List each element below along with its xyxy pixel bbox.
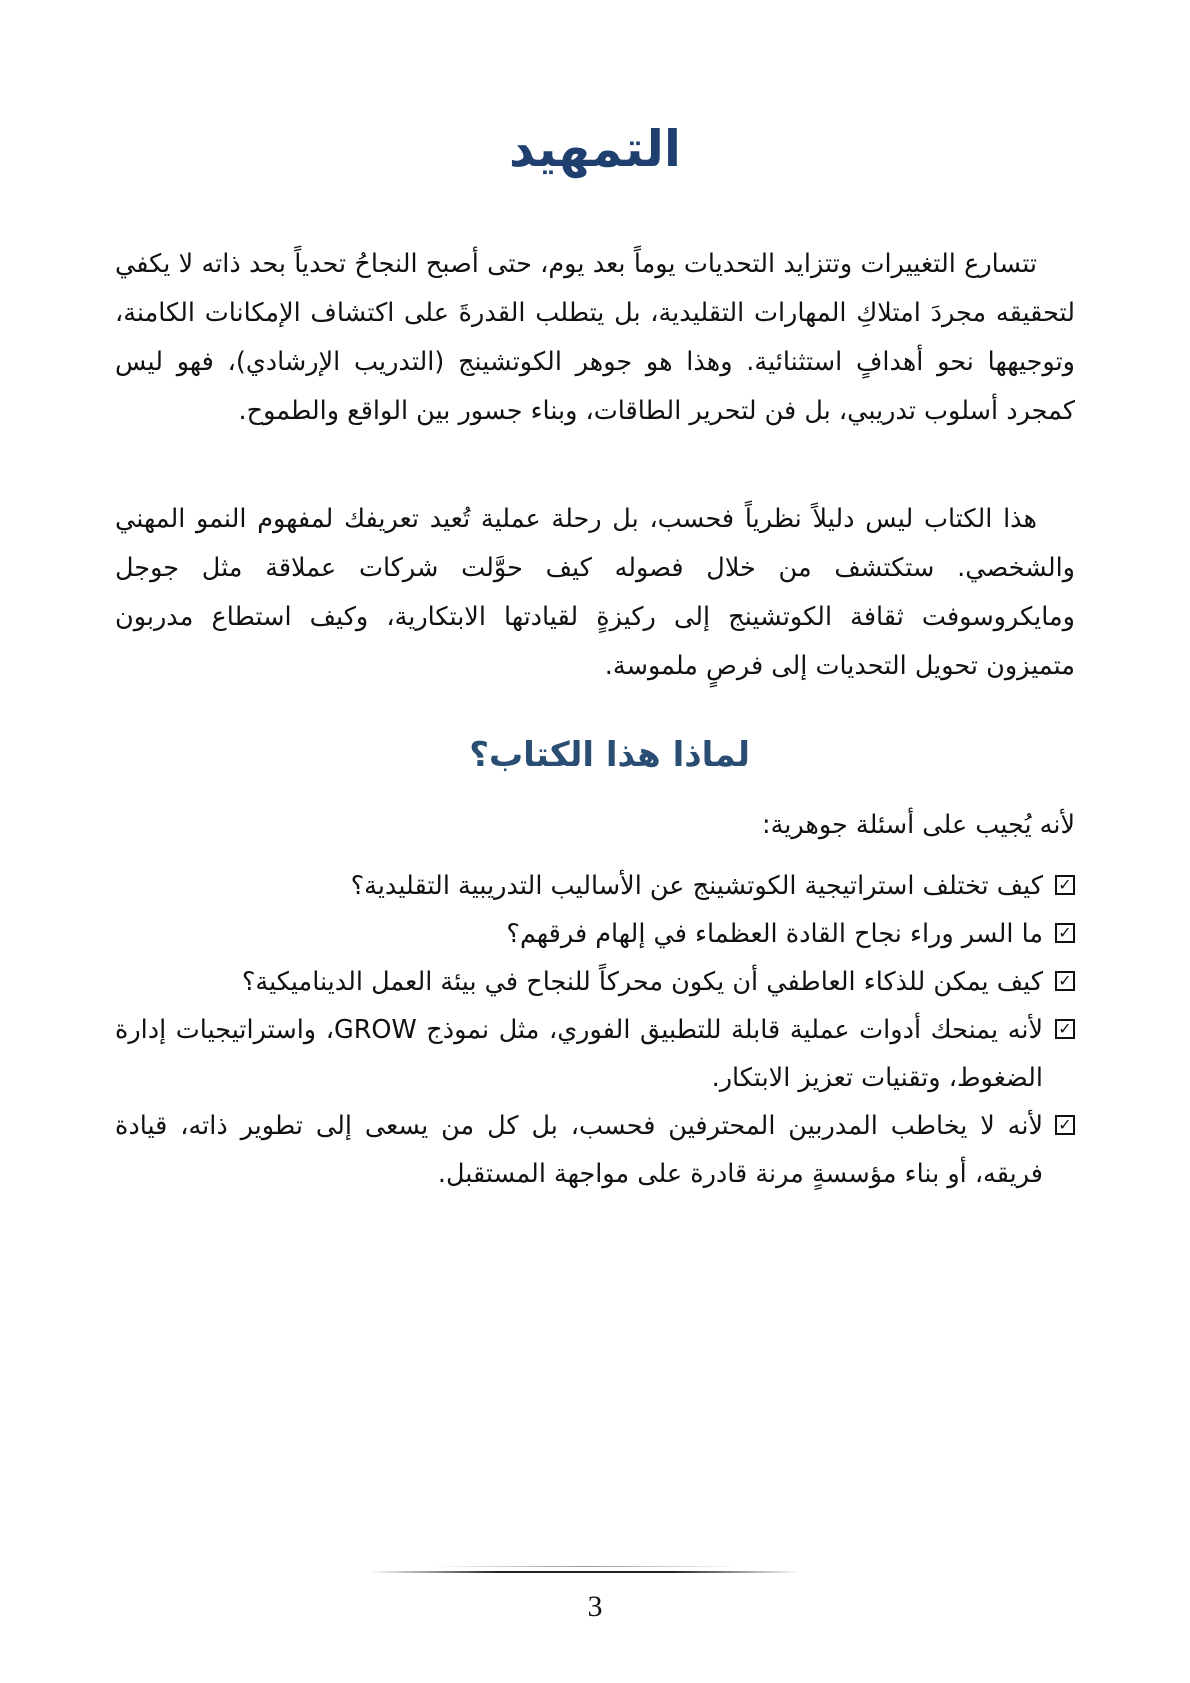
checklist-item (115, 862, 1075, 910)
checkbox-checked-icon: ✓ (1055, 923, 1075, 943)
checklist-item-text: لأنه يمنحك أدوات عملية قابلة للتطبيق الفوري، مثل نموذج GROW، واستراتيجيات إدارة الضغوط، وتقنيات تعزيز الابتكار. (115, 1015, 1043, 1093)
page-number: 3 (587, 1590, 603, 1623)
checklist (115, 862, 1075, 1198)
checkbox-checked-icon: ✓ (1055, 1019, 1075, 1039)
checklist-item (115, 910, 1075, 958)
footer-divider (370, 1571, 800, 1573)
page-title: التمهيد (508, 120, 682, 178)
checkbox-checked-icon: ✓ (1055, 971, 1075, 991)
footer-divider-accent (430, 1566, 740, 1567)
intro-paragraph-1 (115, 240, 1075, 436)
checklist-item-text: كيف يمكن للذكاء العاطفي أن يكون محركاً للنجاح في بيئة العمل الديناميكية؟ (241, 967, 1043, 997)
section-heading: لماذا هذا الكتاب؟ (469, 735, 750, 775)
checklist-item (115, 1006, 1075, 1102)
checklist-item-text: لأنه لا يخاطب المدربين المحترفين فحسب، بل كل من يسعى إلى تطوير ذاته، قيادة فريقه، أو بناء مؤسسةٍ مرنة قادرة على مواجهة المستقبل. (115, 1111, 1043, 1189)
intro-paragraph-2 (115, 495, 1075, 691)
paragraph-text: تتسارع التغييرات وتتزايد التحديات يوماً بعد يوم، حتى أصبح النجاحُ تحدياً بحد ذاته لا يكفي لتحقيقه مجردَ امتلاكِ المهارات التقليدية، بل يتطلب القدرةَ على اكتشاف الإمكانات الكامنة، وتوجيهها نحو أهدافٍ استثنائية. وهذا هو جوهر الكوتشينج (التدريب الإرشادي)، فهو ليس كمجرد أسلوب تدريبي، بل فن لتحرير الطاقات، وبناء جسور بين الواقع والطموح. (115, 249, 1075, 426)
paragraph-text: هذا الكتاب ليس دليلاً نظرياً فحسب، بل رحلة عملية تُعيد تعريفك لمفهوم النمو المهني والشخصي. ستكتشف من خلال فصوله كيف حوَّلت شركات عملاقة مثل جوجل ومايكروسوفت ثقافة الكوتشينج إلى ركيزةٍ لقيادتها الابتكارية، وكيف استطاع مدربون متميزون تحويل التحديات إلى فرصٍ ملموسة. (115, 504, 1075, 681)
checkbox-checked-icon: ✓ (1055, 875, 1075, 895)
checklist-item-text: كيف تختلف استراتيجية الكوتشينج عن الأساليب التدريبية التقليدية؟ (350, 871, 1043, 901)
checklist-item (115, 1102, 1075, 1198)
checklist-item-text: ما السر وراء نجاح القادة العظماء في إلهام فرقهم؟ (506, 919, 1043, 949)
checklist-item (115, 958, 1075, 1006)
checkbox-checked-icon: ✓ (1055, 1115, 1075, 1135)
section-intro: لأنه يُجيب على أسئلة جوهرية: (761, 810, 1075, 840)
